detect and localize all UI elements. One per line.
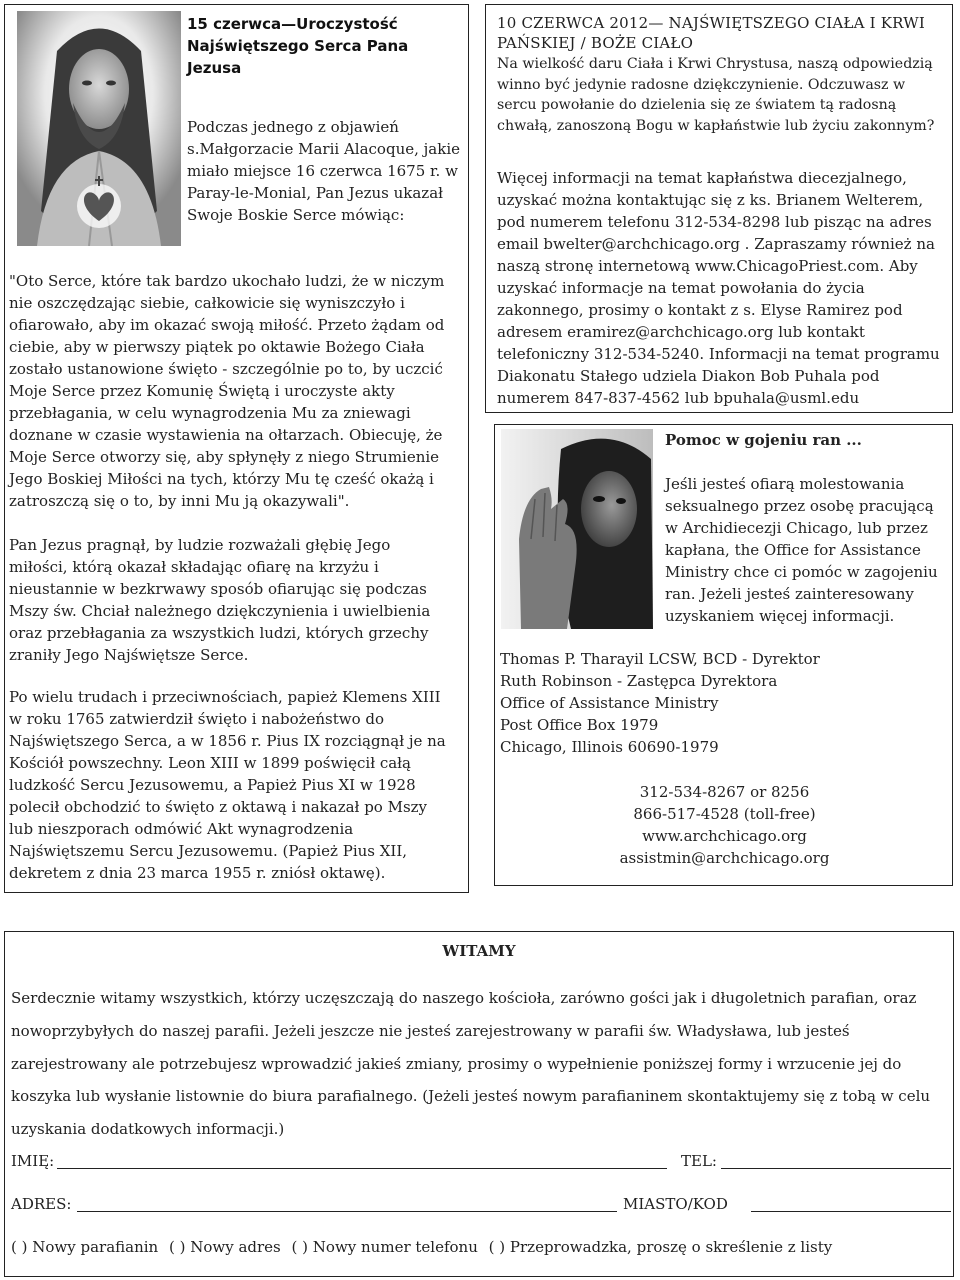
contact-line: Office of Assistance Ministry: [500, 694, 719, 712]
email-link[interactable]: assistmin@archchicago.org: [619, 849, 830, 867]
change-options: [11, 1238, 832, 1256]
contact-line: Post Office Box 1979: [500, 716, 659, 734]
welcome-text: Serdecznie witamy wszystkich, którzy uczęszczają do naszego kościoła, zarówno gości jak i długoletnich parafian, oraz nowoprzybyłych do naszej parafii. Jeżeli jeszcze nie jesteś zarejestrowany w parafii św. Władysława, lub jesteś zarejestrowany ale potrzebujesz wprowadzić jakieś zmiany, prosimy o wypełnienie poniższej formy i wrzucenie jej do koszyka lub wysłanie listownie do biura parafialnego. (Jeżeli jesteś nowym parafianinem skontaktujemy się z tobą w celu uzyskania dodatkowych informacji.): [11, 989, 931, 1139]
city-field[interactable]: [751, 1195, 951, 1212]
tel-label: TEL:: [681, 1152, 717, 1170]
sacred-heart-jesus-image: [17, 11, 181, 246]
sacred-heart-quote: "Oto Serce, które tak bardzo ukochało ludzi, że w niczym nie oszczędzając siebie, całkowicie się wyniszczyło i ofiarowało, aby im okazać swoją miłość. Przeto żądam od ciebie, aby w pierwszy piątek po oktawie Bożego Ciała zostało ustanowione święto - szczególnie po to, by uczcić Moje Serce przez Komunię Świętą i uroczyste akty przebłagania, w celu wynagrodzenia Mu za zniewagi doznane w czasie wystawienia na ołtarzach. Obiecuję, że Moje Serce otworzy się, aby spłynęły z niego Strumienie Jego Boskiej Miłości na tych, którzy Mu tę cześć okażą i zatroszczą się o to, by inni Mu ją okazywali".: [9, 272, 445, 510]
name-field[interactable]: [57, 1152, 667, 1169]
sacred-heart-article: [4, 4, 469, 893]
corpus-christi-article: [485, 4, 953, 413]
welcome-title: WITAMY: [442, 942, 516, 960]
option-new-phone[interactable]: ( ) Nowy numer telefonu: [291, 1238, 478, 1256]
option-moving-away[interactable]: ( ) Przeprowadzka, proszę o skreślenie z listy: [488, 1238, 833, 1256]
distressed-woman-image: [501, 429, 653, 629]
address-field[interactable]: [77, 1195, 617, 1212]
reflection-paragraph: Pan Jezus pragnął, by ludzie rozważali głębię Jego miłości, którą okazał składając ofiarę na krzyżu i nieustannie w bezkrwawy sposób ofiarując się podczas Mszy św. Chciał należnego dziękczynienia i uwielbienia oraz przebłagania za wszystkich ludzi, których grzechy zraniły Jego Najświętsze Serce.: [9, 536, 431, 664]
vocation-info: Więcej informacji na temat kapłaństwa diecezjalnego, uzyskać można kontaktując się z ks. Brianem Welterem, pod numerem telefonu 312-534-8298 lub pisząc na adres email bwelter@archchicago.org . Zapraszamy również na naszą stronę internetową www.ChicagoPriest.com. Aby uzyskać informacje na temat powołania do życia zakonnego, prosimy o kontakt z s. Elyse Ramirez pod adresem eramirez@archchicago.org lub kontakt telefoniczny 312-534-5240. Informacji na temat programu Diakonatu Stałego udziela Diakon Bob Puhala pod numerem 847-837-4562 lub bpuhala@usml.edu: [497, 169, 940, 407]
address-label: ADRES:: [11, 1195, 72, 1213]
contact-address: [500, 648, 940, 758]
address-city-row: [11, 1195, 951, 1217]
apparition-intro: Podczas jednego z objawień s.Małgorzacie Marii Alacoque, jakie miało miejsce 16 czerwca 1675 r. w Paray-le-Monial, Pan Jezus ukazał Swoje Boskie Serce mówiąc:: [187, 118, 460, 224]
name-tel-row: [11, 1152, 951, 1174]
history-paragraph: Po wielu trudach i przeciwnościach, papież Klemens XIII w roku 1765 zatwierdził święto i nabożeństwo do Najświętszego Serca, a w 1856 r. Pius IX rozciągnął je na Kościół powszechny. Leon XIII w 1899 poświęcił całą ludzkość Sercu Jezusowemu, a Papież Pius XI w 1928 polecił obchodzić to święto z oktawą i nakazał po Mszy lub nieszporach odmówić Akt wynagrodzenia Najświętszemu Sercu Jezusowemu. (Papież Pius XII, dekretem z dnia 23 marca 1955 r. zniósł oktawę).: [9, 688, 446, 882]
option-new-parishioner[interactable]: ( ) Nowy parafianin: [11, 1238, 159, 1256]
contact-line: Ruth Robinson - Zastępca Dyrektora: [500, 672, 778, 690]
name-label: IMIĘ:: [11, 1152, 55, 1170]
city-label: MIASTO/KOD: [623, 1195, 728, 1213]
corpus-christi-intro: Na wielkość daru Ciała i Krwi Chrystusa, naszą odpowiedzią winno być jedynie radosne dziękczynienie. Odczuwasz w sercu powołanie do dzielenia się ze światem tą radosną chwałą, zanoszoną Bogu w kapłaństwie lub życiu zakonnym?: [497, 56, 935, 134]
website-link[interactable]: www.archchicago.org: [642, 827, 807, 845]
option-new-address[interactable]: ( ) Nowy adres: [168, 1238, 281, 1256]
contact-line: Thomas P. Tharayil LCSW, BCD - Dyrektor: [500, 650, 820, 668]
welcome-registration-form: [4, 931, 954, 1277]
tel-field[interactable]: [721, 1152, 951, 1169]
toll-free-number: 866-517-4528 (toll-free): [633, 805, 816, 823]
contact-line: Chicago, Illinois 60690-1979: [500, 738, 719, 756]
feast-title: 15 czerwca—Uroczystość Najświętszego Serca Pana Jezusa: [187, 15, 409, 77]
help-text: Jeśli jesteś ofiarą molestowania seksualnego przez osobę pracującą w Archidiecezji Chicago, lub przez kapłana, the Office for Assistance Ministry chce ci pomóc w zagojeniu ran. Jeżeli jesteś zainteresowany uzyskaniem więcej informacji.: [665, 475, 938, 625]
corpus-christi-heading: 10 CZERWCA 2012— NAJŚWIĘTSZEGO CIAŁA I KRWI PAŃSKIEJ / BOŻE CIAŁO: [497, 14, 926, 52]
help-title: Pomoc w gojeniu ran ...: [665, 431, 862, 449]
assistance-ministry-box: [494, 424, 953, 886]
contact-numbers: [495, 781, 954, 869]
phone-number: 312-534-8267 or 8256: [639, 783, 810, 801]
